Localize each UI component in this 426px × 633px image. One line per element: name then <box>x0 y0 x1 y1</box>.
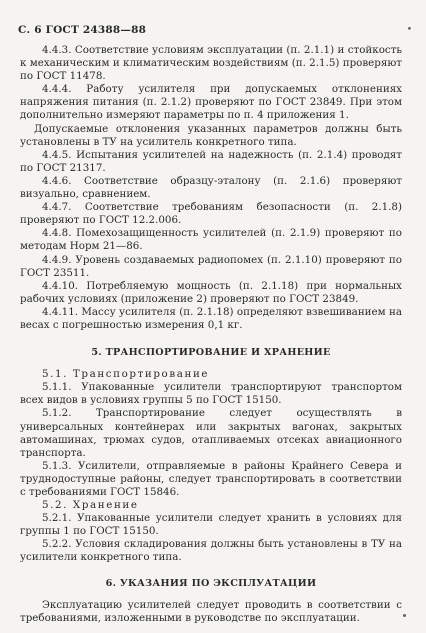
paragraph-5-2-1: 5.2.1. Упакованные усилители следует хранить в условиях для группы 1 по ГОСТ 15150. <box>20 512 402 538</box>
paragraph-4-4-9: 4.4.9. Уровень создаваемых радиопомех (п. 2.1.10) проверяют по ГОСТ 23511. <box>20 253 402 279</box>
print-dot <box>403 614 406 617</box>
paragraph-4-4-5: 4.4.5. Испытания усилителей на надежность (п. 2.1.4) проводят по ГОСТ 21317. <box>20 148 402 174</box>
paragraph-4-4-3: 4.4.3. Соответствие условиям эксплуатации (п. 2.1.1) и стойкость к механическим и климатическим воздействиям (п. 2.1.5) проверяют по ГОСТ 11478. <box>20 44 402 83</box>
paragraph-5-1-1: 5.1.1. Упакованные усилители транспортируют транспортом всех видов в условиях группы 5 по ГОСТ 15150. <box>20 381 402 407</box>
paragraph-5-2-2: 5.2.2. Условия складирования должны быть установлены в ТУ на усилители конкретного типа. <box>20 538 402 564</box>
paragraph-4-4-7: 4.4.7. Соответствие требованиям безопасности (п. 2.1.8) проверяют по ГОСТ 12.2.006. <box>20 201 402 227</box>
paragraph-6: Эксплуатацию усилителей следует проводить в соответствии с требованиями, изложенными в руководстве по эксплуатации. <box>20 598 402 624</box>
corner-mark: • <box>406 25 412 35</box>
paragraph-4-4-11: 4.4.11. Массу усилителя (п. 2.1.18) определяют взвешиванием на весах с погрешностью измерения 0,1 кг. <box>20 305 402 331</box>
page-body <box>20 44 402 625</box>
section-6-title: 6. УКАЗАНИЯ ПО ЭКСПЛУАТАЦИИ <box>105 577 317 589</box>
paragraph-tolerances: Допускаемые отклонения указанных параметров должны быть установлены в ТУ на усилитель конкретного типа. <box>20 122 402 148</box>
paragraph-4-4-8: 4.4.8. Помехозащищенность усилителей (п. 2.1.9) проверяют по методам Норм 21—86. <box>20 227 402 253</box>
paragraph-5-1-3: 5.1.3. Усилители, отправляемые в районы Крайнего Севера и труднодоступные районы, следует транспортировать в соответствии с требованиями ГОСТ 15846. <box>20 459 402 498</box>
paragraph-4-4-10: 4.4.10. Потребляемую мощность (п. 2.1.18) при нормальных рабочих условиях (приложение 2) проверяют по ГОСТ 23849. <box>20 279 402 305</box>
section-5-title: 5. ТРАНСПОРТИРОВАНИЕ И ХРАНЕНИЕ <box>91 347 331 359</box>
page-header: С. 6 ГОСТ 24388—88 <box>18 24 147 36</box>
paragraph-4-4-4: 4.4.4. Работу усилителя при допускаемых отклонениях напряжения питания (п. 2.1.2) проверяют по ГОСТ 23849. При этом дополнительно измеряют параметры по п. 4 приложения 1. <box>20 83 402 122</box>
subsection-5-1-title: 5.1. Транспортирование <box>42 368 210 381</box>
paragraph-4-4-6: 4.4.6. Соответствие образцу-эталону (п. 2.1.6) проверяют визуально, сравнением. <box>20 174 402 201</box>
paragraph-5-1-2: 5.1.2. Транспортирование следует осуществлять в универсальных контейнерах или закрытых вагонах, закрытых автомашинах, трюмах судов, отапливаемых отсеках авиационного транспорта. <box>20 407 402 459</box>
subsection-5-2-title: 5.2. Хранение <box>42 499 139 512</box>
